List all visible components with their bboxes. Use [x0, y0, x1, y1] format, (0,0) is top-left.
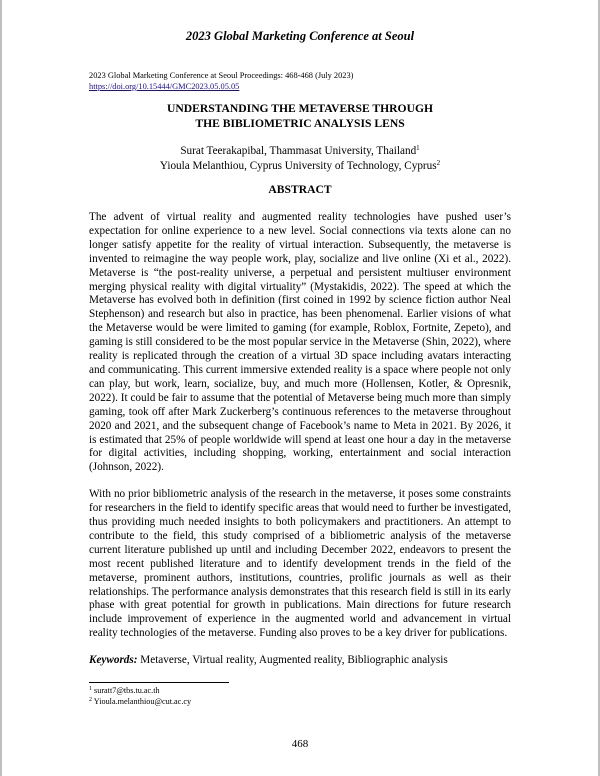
footnote-1: [89, 686, 509, 697]
footnote-2-mark: 2: [89, 696, 92, 703]
author-1: [60, 144, 540, 159]
author-2-name: Yioula Melanthiou, Cyprus University of Technology, Cyprus: [159, 160, 437, 172]
abstract-paragraph-2: With no prior bibliometric analysis of the research in the metaverse, it poses some constraints for researchers in the field to identify specific areas that would need to further be investigated, thus providing much needed insights to both policymakers and practitioners. An attempt to contribute to the field, this study comprised of a bibliometric analysis of the metaverse current literature published up until and including December 2022, endeavors to present the most recent published literature and to identify development trends in the field of the metaverse, prominent authors, institutions, countries, prolific journals as well as their relationships. The performance analysis demonstrates that this research field is still in its early phase with great potential for growth in publications. Main directions for future research include improvement of experience in the augmented world and advancement in virtual reality technologies of the metaverse. Funding also proves to be a key driver for publications.: [89, 488, 511, 640]
footnotes: [89, 686, 509, 707]
author-1-footnote-mark: 1: [416, 144, 420, 152]
author-2-footnote-mark: 2: [436, 159, 441, 167]
footnote-2-email: Yioula.melanthiou@cut.ac.cy: [93, 696, 192, 706]
page-number: 468: [291, 738, 309, 750]
running-head: 2023 Global Marketing Conference at Seoul: [185, 29, 415, 43]
author-1-name: Surat Teerakapibal, Thammasat University, Thailand: [180, 145, 417, 157]
footnote-1-email: suratt7@tbs.tu.ac.th: [94, 686, 160, 695]
title-line-2: THE BIBLIOMETRIC ANALYSIS LENS: [195, 117, 405, 130]
keywords-label: Keywords:: [89, 654, 138, 667]
paper-title: [60, 101, 540, 131]
title-line-1: UNDERSTANDING THE METAVERSE THROUGH: [167, 102, 433, 115]
author-2: [60, 159, 540, 174]
proceedings-citation: 2023 Global Marketing Conference at Seoul Proceedings: 468-468 (July 2023): [89, 71, 354, 80]
keywords: [89, 654, 511, 668]
abstract-paragraph-1: The advent of virtual reality and augmented reality technologies have pushed user’s expectation for online experience to a new level. Social connections via texts alone can no longer satisfy appetite for the reality of virtual interaction. Subsequently, the metaverse is invented to reimagine the way people work, play, socialize and live online (Xi et al., 2022). Metaverse is “the post-reality universe, a perpetual and persistent multiuser environment merging physical reality with digital virtuality” (Mystakidis, 2022). The speed at which the Metaverse has evolved both in definition (first coined in 1992 by science fiction author Neal Stephenson) and research but also in practice, has been phenomenal. Earlier visions of what the Metaverse would be were limited to gaming (for example, Roblox, Fortnite, Zepeto), and gaming is still considered to be the most popular service in the Metaverse (Shin, 2022), where reality is replicated through the creation of a virtual 3D space including avatars interacting and communicating. This current immersive extended reality is a space where people not only can play, but work, learn, socialize, buy, and much more (Hollensen, Kotler, & Opresnik, 2022). It could be fair to assume that the potential of Metaverse being much more than simply gaming, took off after Mark Zuckerberg’s continuous references to the metaverse throughout 2020 and 2021, and the subsequent change of Facebook’s name to Meta in 2021. By 2026, it is estimated that 25% of people worldwide will spend at least one hour a day in the metaverse for digital activities, including shopping, working, entertainment and social interaction (Johnson, 2022).: [89, 211, 511, 474]
abstract-heading: ABSTRACT: [268, 183, 332, 196]
page-edge-left: [0, 0, 2, 776]
footnote-2: [89, 697, 509, 708]
doi-link[interactable]: https://doi.org/10.15444/GMC2023.05.05.05: [89, 82, 240, 91]
author-list: [60, 144, 540, 174]
footnote-1-mark: 1: [89, 686, 92, 692]
proceedings-info: [89, 70, 519, 92]
keywords-text: Metaverse, Virtual reality, Augmented reality, Bibliographic analysis: [140, 654, 448, 667]
footnote-divider: [89, 682, 229, 683]
abstract-body: [89, 211, 511, 668]
